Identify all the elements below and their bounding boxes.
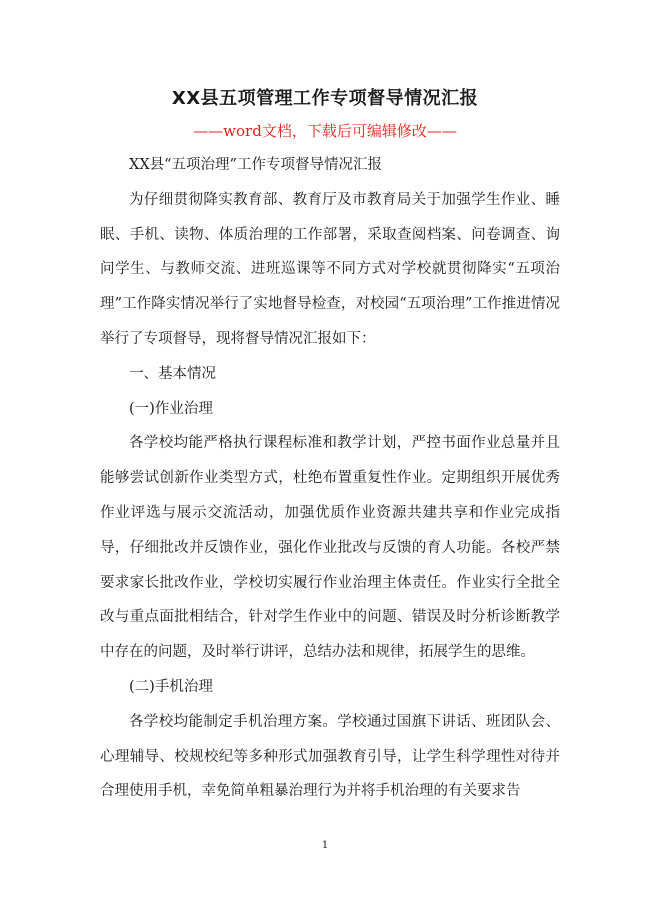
homework-paragraph: 各学校均能严格执行课程标准和教学计划，严控书面作业总量并且能够尝试创新作业类型方式，杜绝布置重复性作业。定期组织开展优秀作业评选与展示交流活动，加强优质作业资源共建共享和作业完成指导，仔细批改并反馈作业，强化作业批改与反馈的育人功能。各校严禁要求家长批改作业，学校切实履行作业治理主体责任。作业实行全批全改与重点面批相结合，针对学生作业中的问题、错误及时分析诊断教学中存在的问题，及时举行讲评，总结办法和规律，拓展学生的思维。	[100, 435, 560, 661]
report-heading: XX县“五项治理”工作专项督导情况汇报	[129, 157, 382, 173]
section-heading-basic: 一、基本情况	[129, 365, 216, 382]
phone-paragraph: 各学校均能制定手机治理方案。学校通过国旗下讲话、班团队会、心理辅导、校规校纪等多种形式加强教育引导，让学生科学理性对待并合理使用手机，幸免简单粗暴治理行为并将手机治理的有关要求告	[100, 713, 560, 800]
document-title: XX县五项管理工作专项督导情况汇报	[171, 88, 479, 109]
intro-paragraph: 为仔细贯彻降实教育部、教育厅及市教育局关于加强学生作业、睡眠、手机、读物、体质治理的工作部署，采取查阅档案、问卷调查、询问学生、与教师交流、进班巡课等不同方式对学校就贯彻降实“五项治理”工作降实情况举行了实地督导检查，对校园“五项治理”工作推进情况举行了专项督导，现将督导情况汇报如下：	[100, 191, 560, 347]
subsection-heading-phone: (二)手机治理	[129, 678, 213, 695]
document-subtitle: ——word文档，下载后可编辑修改——	[193, 122, 457, 140]
page-number: 1	[321, 840, 329, 851]
document-body	[100, 148, 560, 809]
subsection-heading-homework: (一)作业治理	[129, 400, 213, 417]
